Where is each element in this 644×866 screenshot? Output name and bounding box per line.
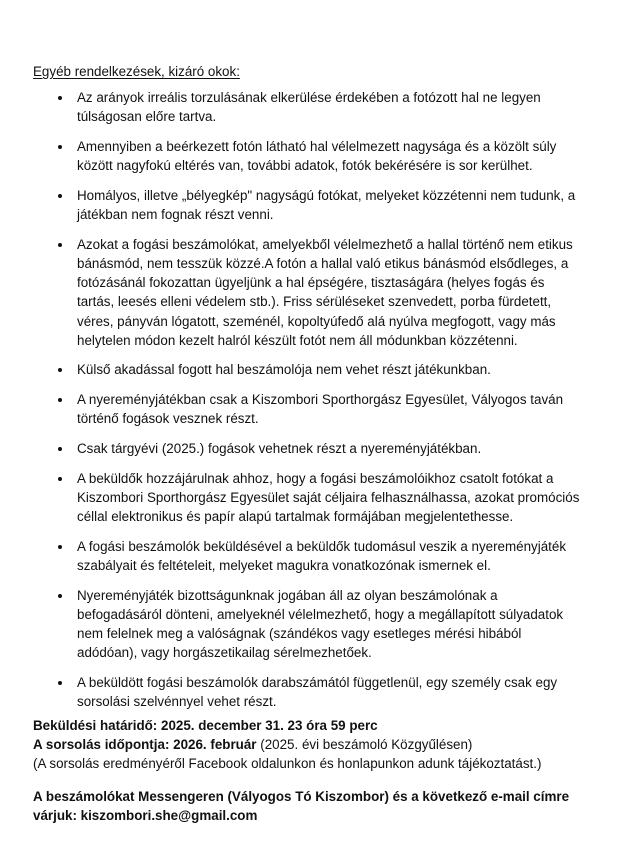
section-heading: Egyéb rendelkezések, kizáró okok: — [33, 64, 240, 79]
rule-item: Külső akadással fogott hal beszámolója nem vehet részt játékunkban. — [0, 360, 644, 379]
footer-info — [33, 716, 613, 825]
deadline-label: Beküldési határidő: — [33, 718, 158, 733]
deadline-line — [33, 716, 613, 735]
rule-item: Csak tárgyévi (2025.) fogások vehetnek részt a nyereményjátékban. — [0, 439, 644, 458]
rule-item: A fogási beszámolók beküldésével a beküldők tudomásul veszik a nyereményjáték szabályait és feltételeit, melyeket magukra vonatkozónak ismernek el. — [0, 537, 644, 575]
rules-list — [0, 88, 644, 722]
deadline-value: 2025. december 31. 23 óra 59 perc — [161, 718, 378, 733]
rule-item: A beküldők hozzájárulnak ahhoz, hogy a fogási beszámolóikhoz csatolt fotókat a Kiszombori Sporthorgász Egyesület saját céljaira felhasználhassa, azokat promóciós céllal elektronikus és papír alapú tartalmak formájában megjelentethesse. — [0, 469, 644, 527]
rule-item: A nyereményjátékban csak a Kiszombori Sporthorgász Egyesület, Vályogos taván történő fogások vesznek részt. — [0, 390, 644, 428]
contact-info: A beszámolókat Messengeren (Vályogos Tó Kiszombor) és a következő e-mail címre várjuk: kiszombori.she@gmail.com — [33, 789, 570, 823]
rule-item: Nyereményjáték bizottságunknak jogában áll az olyan beszámolónak a befogadásáról dönteni, amelyeknél vélelmezhető, hogy a megállapított súlyadatok nem felelnek meg a valóságnak (szándékos vagy esetleges mérési hibából adódóan), vagy horgászetikailag sérelmezhetőek. — [0, 586, 644, 663]
rule-item: Azokat a fogási beszámolókat, amelyekből vélelmezhető a hallal történő nem etikus bánásmód, nem tesszük közzé.A fotón a hallal való etikus bánásmód elsődleges, a fotózásánál fokozattan ügyeljünk a hal épségére, tisztaságára (helyes fogás és tartás, leesés elleni védelem stb.). Friss sérüléseket szenvedett, porba fürdetett, véres, pányván lógatott, szeménél, kopoltyúfedő alá nyúlva megfogott, vagy más helytelen módon kezelt halról készült fotót nem áll módunkban közzétenni. — [0, 235, 644, 350]
draw-note: (2025. évi beszámoló Közgyűlésen) — [260, 737, 473, 752]
rule-item: Az arányok irreális torzulásának elkerülése érdekében a fotózott hal ne legyen túlságosan előre tartva. — [0, 88, 644, 126]
rule-item: A beküldött fogási beszámolók darabszámától függetlenül, egy személy csak egy sorsolási szelvénnyel vehet részt. — [0, 673, 644, 711]
draw-line — [33, 735, 613, 754]
results-note: (A sorsolás eredményéről Facebook oldalunkon és honlapunkon adunk tájékoztatást.) — [33, 756, 542, 771]
rule-item: Amennyiben a beérkezett fotón látható hal vélelmezett nagysága és a közölt súly között nagyfokú eltérés van, további adatok, fotók bekérésére is sor kerülhet. — [0, 137, 644, 175]
rule-item: Homályos, illetve „bélyegkép" nagyságú fotókat, melyeket közzétenni nem tudunk, a játékban nem fognak részt venni. — [0, 186, 644, 224]
draw-value: 2026. február — [173, 737, 257, 752]
draw-label: A sorsolás időpontja: — [33, 737, 170, 752]
